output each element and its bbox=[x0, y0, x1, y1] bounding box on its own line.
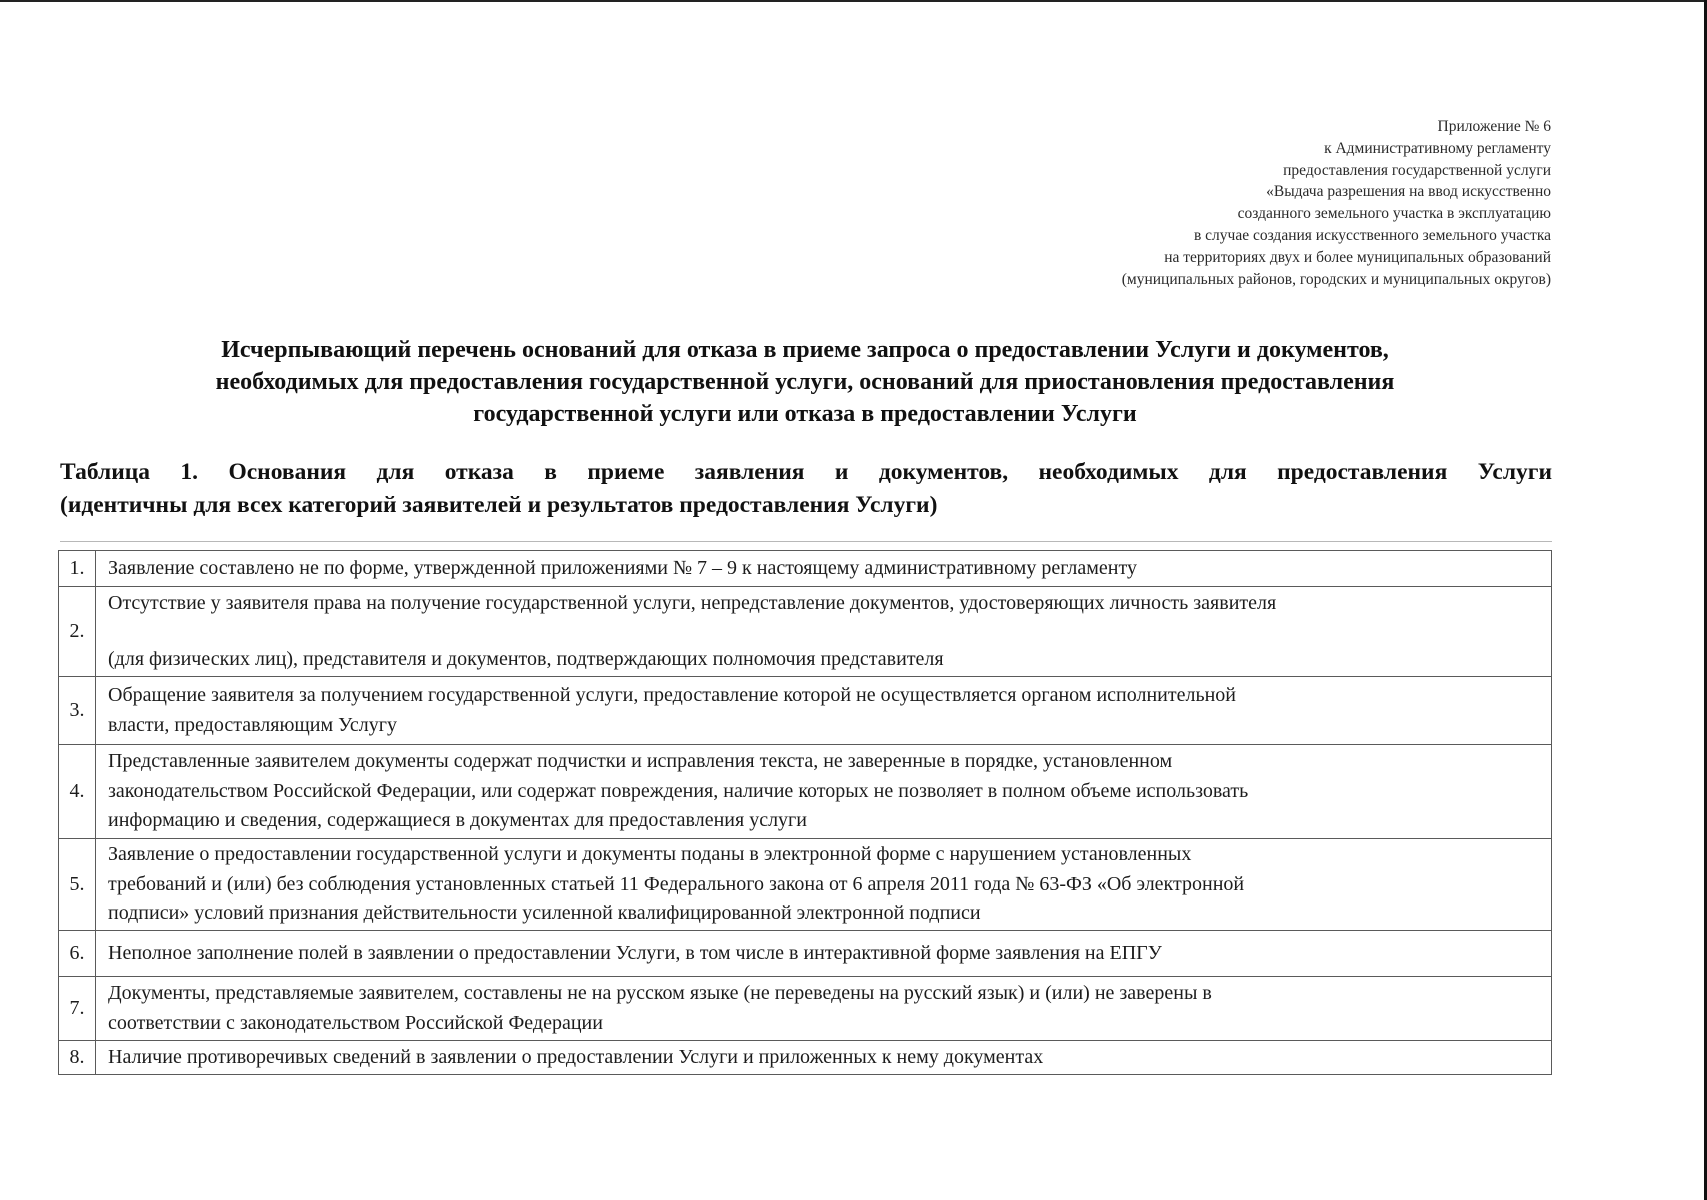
row-text-gap bbox=[108, 619, 1547, 645]
row-text bbox=[96, 745, 1552, 839]
row-text bbox=[96, 931, 1552, 977]
row-number: 3. bbox=[59, 677, 96, 745]
table-row bbox=[59, 551, 1552, 587]
row-text-line: Документы, представляемые заявителем, составлены не на русском языке (не переведены на русский язык) и (или) не заверены в bbox=[108, 982, 1212, 1004]
table-row bbox=[59, 745, 1552, 839]
appendix-line: Приложение № 6 bbox=[1437, 118, 1551, 135]
row-number: 2. bbox=[59, 587, 96, 677]
row-text bbox=[96, 551, 1552, 587]
row-text-line: Наличие противоречивых сведений в заявлении о предоставлении Услуги и приложенных к нему документах bbox=[108, 1045, 1044, 1068]
row-text bbox=[96, 1041, 1552, 1075]
row-text-line: Отсутствие у заявителя права на получение государственной услуги, непредставление документов, удостоверяющих личность заявителя bbox=[108, 592, 1277, 614]
scan-edge-top bbox=[0, 0, 1707, 2]
table-caption-line: Таблица 1. Основания для отказа в приеме заявления и документов, необходимых для предоставления Услуги bbox=[60, 459, 1552, 485]
table-row bbox=[59, 1041, 1552, 1075]
row-text bbox=[96, 587, 1552, 677]
table-caption-line: (идентичны для всех категорий заявителей и результатов предоставления Услуги) bbox=[60, 492, 938, 518]
appendix-line: к Административному регламенту bbox=[1324, 139, 1551, 157]
refusal-reasons-table bbox=[58, 550, 1552, 1075]
appendix-line: «Выдача разрешения на ввод искусственно bbox=[1266, 183, 1551, 201]
row-text bbox=[96, 677, 1552, 745]
table-row bbox=[59, 677, 1552, 745]
appendix-line: в случае создания искусственного земельного участка bbox=[1193, 226, 1551, 244]
title-line: необходимых для предоставления государственной услуги, оснований для приостановления предоставления bbox=[215, 369, 1395, 395]
row-text-line: Заявление составлено не по форме, утвержденной приложениями № 7 – 9 к настоящему административному регламенту bbox=[108, 556, 1137, 579]
row-number: 6. bbox=[59, 931, 96, 977]
table-row bbox=[59, 931, 1552, 977]
row-text-line: Заявление о предоставлении государственной услуги и документы поданы в электронной форме с нарушением установленных bbox=[108, 843, 1192, 866]
row-number: 5. bbox=[59, 839, 96, 931]
title-line: Исчерпывающий перечень оснований для отказа в приеме запроса о предоставлении Услуги и документов, bbox=[221, 337, 1389, 363]
row-number: 4. bbox=[59, 745, 96, 839]
row-number: 7. bbox=[59, 977, 96, 1041]
appendix-line: созданного земельного участка в эксплуатацию bbox=[1237, 205, 1551, 223]
row-text-line: подписи» условий признания действительности усиленной квалифицированной электронной подписи bbox=[108, 902, 981, 925]
row-number: 8. bbox=[59, 1041, 96, 1075]
table-row bbox=[59, 977, 1552, 1041]
row-text-line: (для физических лиц), представителя и документов, подтверждающих полномочия представителя bbox=[108, 647, 944, 670]
caption-divider bbox=[60, 541, 1552, 542]
title-line: государственной услуги или отказа в предоставлении Услуги bbox=[473, 401, 1137, 427]
row-text-line: Неполное заполнение полей в заявлении о предоставлении Услуги, в том числе в интерактивной форме заявления на ЕПГУ bbox=[108, 941, 1162, 964]
row-text-line: соответствии с законодательством Российской Федерации bbox=[108, 1011, 603, 1034]
row-text-line: Обращение заявителя за получением государственной услуги, предоставление которой не осуществляется органом исполнительной bbox=[108, 684, 1236, 706]
appendix-line: (муниципальных районов, городских и муниципальных округов) bbox=[1121, 270, 1551, 288]
row-number: 1. bbox=[59, 551, 96, 587]
row-text-line: власти, предоставляющим Услугу bbox=[108, 713, 397, 736]
row-text-line: информацию и сведения, содержащиеся в документах для предоставления услуги bbox=[108, 809, 807, 832]
table-row bbox=[59, 839, 1552, 931]
appendix-header bbox=[791, 116, 1551, 290]
row-text-line: Представленные заявителем документы содержат подчистки и исправления текста, не заверенные в порядке, установленном bbox=[108, 750, 1173, 773]
row-text-line: законодательством Российской Федерации, или содержат повреждения, наличие которых не позволяет в полном объеме использовать bbox=[108, 779, 1249, 802]
table-row bbox=[59, 587, 1552, 677]
row-text bbox=[96, 977, 1552, 1041]
document-title bbox=[60, 334, 1550, 430]
appendix-line: на территориях двух и более муниципальных образований bbox=[1164, 248, 1551, 266]
appendix-line: предоставления государственной услуги bbox=[1283, 161, 1551, 179]
row-text-line: требований и (или) без соблюдения установленных статьей 11 Федерального закона от 6 апреля 2011 года № 63-ФЗ «Об электронной bbox=[108, 872, 1245, 895]
table-caption bbox=[60, 456, 1552, 522]
row-text bbox=[96, 839, 1552, 931]
